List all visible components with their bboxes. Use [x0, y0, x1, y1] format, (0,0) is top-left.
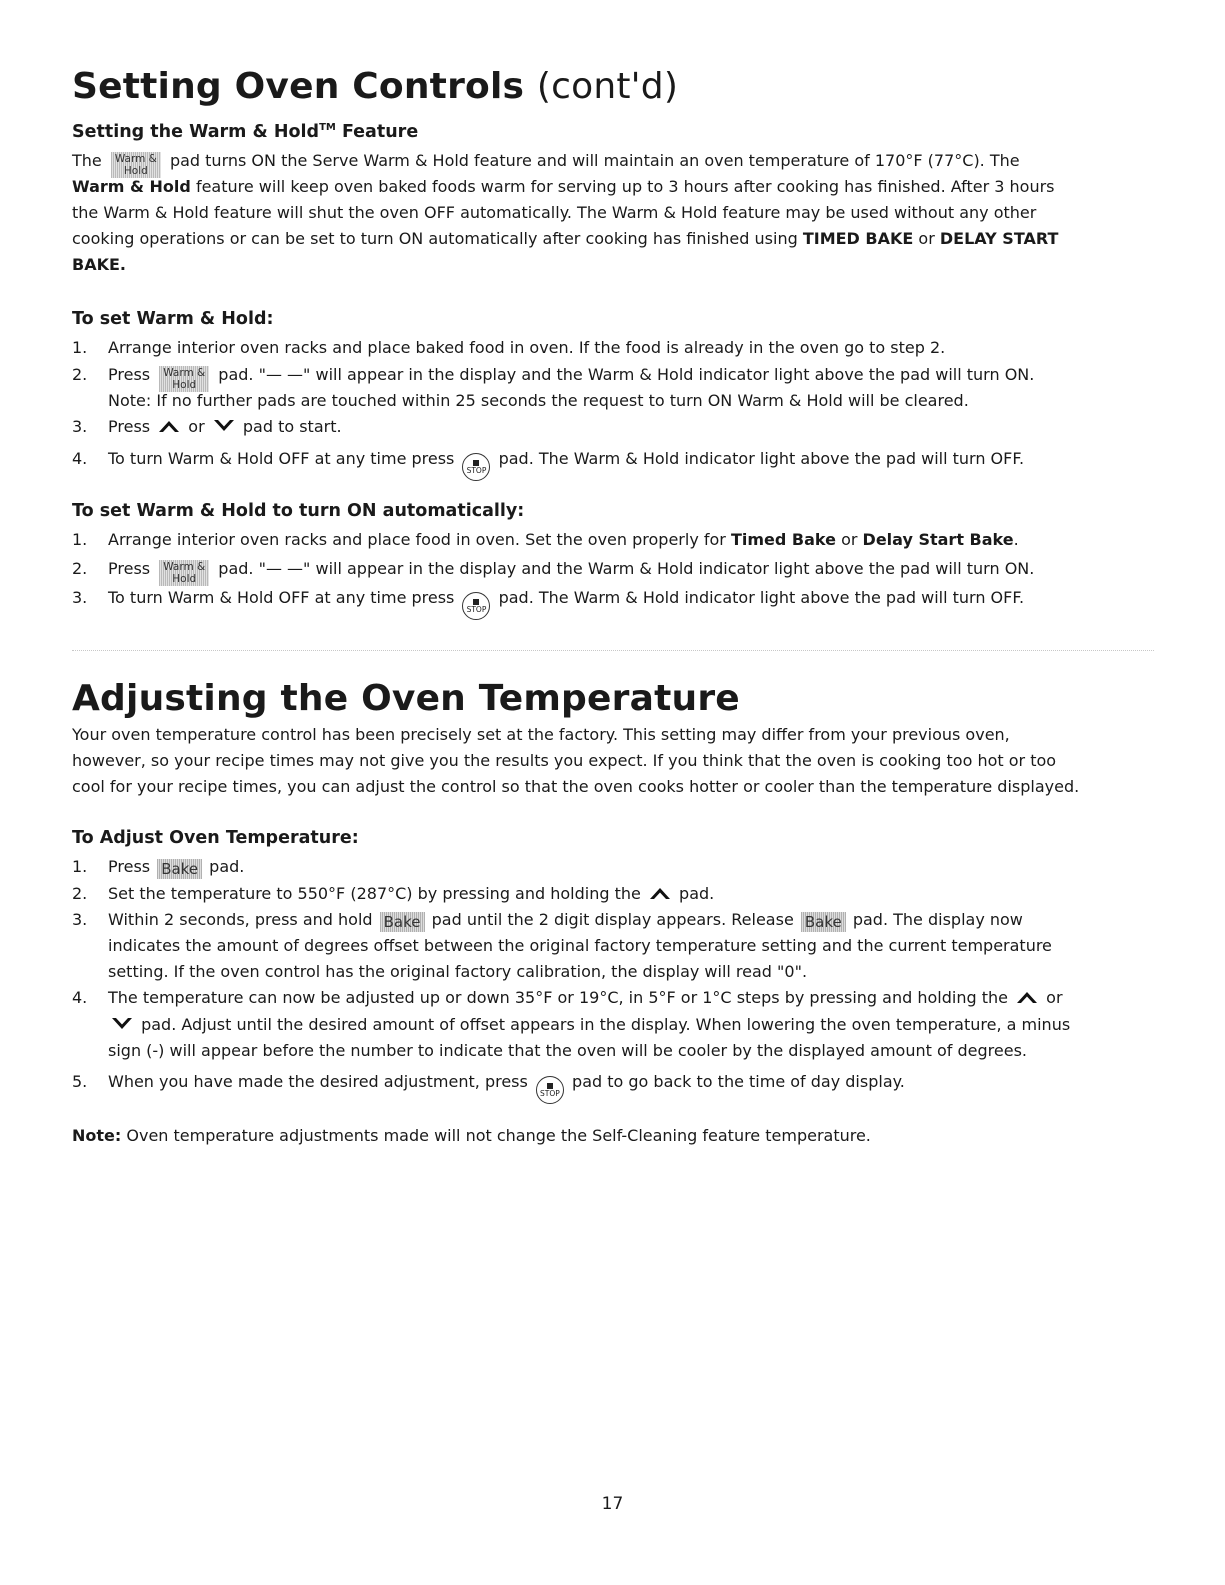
bake-pad-icon: Bake [157, 859, 202, 879]
bake-pad-icon: Bake [380, 912, 425, 932]
step-text: Press Warm & Hold pad. "— —" will appear in the display and the Warm & Hold indicator light above the pad will turn ON. [108, 365, 1035, 391]
step-text: Arrange interior oven racks and place food in oven. Set the oven properly for Timed Bake or Delay Start Bake. [108, 530, 1019, 549]
step-text: Within 2 seconds, press and hold Bake pad until the 2 digit display appears. Release Bake pad. The display now [108, 910, 1023, 931]
step-text: Set the temperature to 550°F (287°C) by pressing and holding the pad. [108, 884, 715, 903]
step-number: 1. [72, 338, 88, 357]
warm-hold-pad-icon: Warm & Hold [159, 366, 209, 392]
paragraph-line: BAKE. [72, 255, 126, 274]
paragraph-line: Your oven temperature control has been precisely set at the factory. This setting may differ from your previous oven, [72, 725, 1010, 744]
section-title-setting-oven-controls: Setting Oven Controls (cont'd) [72, 66, 679, 107]
subheading-warm-hold-automatic: To set Warm & Hold to turn ON automatically: [72, 501, 525, 521]
step-note: Note: If no further pads are touched within 25 seconds the request to turn ON Warm & Hold will be cleared. [108, 391, 969, 410]
step-text: The temperature can now be adjusted up or down 35°F or 19°C, in 5°F or 1°C steps by pressing and holding the or [108, 988, 1063, 1007]
step-number: 2. [72, 559, 88, 578]
stop-pad-icon: STOP [462, 592, 490, 620]
paragraph-line: the Warm & Hold feature will shut the oven OFF automatically. The Warm & Hold feature may be used without any other [72, 203, 1037, 222]
up-arrow-pad-icon [649, 886, 671, 900]
paragraph-line: The Warm & Hold pad turns ON the Serve Warm & Hold feature and will maintain an oven temperature of 170°F (77°C). The [72, 151, 1020, 177]
bake-pad-icon: Bake [801, 912, 846, 932]
warm-hold-pad-icon: Warm & Hold [159, 560, 209, 586]
step-number: 1. [72, 530, 88, 549]
up-arrow-pad-icon [158, 419, 180, 433]
note-line: Note: Oven temperature adjustments made will not change the Self-Cleaning feature temperature. [72, 1126, 871, 1145]
section-divider [72, 650, 1154, 651]
subheading-warm-hold-feature: Setting the Warm & Hold™ Feature [72, 122, 419, 142]
warm-hold-pad-icon: Warm & Hold [111, 152, 161, 178]
paragraph-line: Warm & Hold feature will keep oven baked foods warm for serving up to 3 hours after cooking has finished. After 3 hours [72, 177, 1055, 196]
stop-pad-icon: STOP [462, 453, 490, 481]
step-number: 3. [72, 588, 88, 607]
step-text: setting. If the oven control has the original factory calibration, the display will read "0". [108, 962, 808, 981]
step-number: 2. [72, 884, 88, 903]
step-number: 4. [72, 449, 88, 468]
stop-pad-icon: STOP [536, 1076, 564, 1104]
step-number: 4. [72, 988, 88, 1007]
step-text: pad. Adjust until the desired amount of offset appears in the display. When lowering the oven temperature, a minus [108, 1012, 1070, 1038]
page-number: 17 [601, 1494, 624, 1514]
step-number: 5. [72, 1072, 88, 1091]
step-text: Press Warm & Hold pad. "— —" will appear in the display and the Warm & Hold indicator light above the pad will turn ON. [108, 559, 1035, 585]
step-text: Arrange interior oven racks and place baked food in oven. If the food is already in the oven go to step 2. [108, 338, 946, 357]
paragraph-line: cool for your recipe times, you can adjust the control so that the oven cooks hotter or cooler than the temperature displayed. [72, 777, 1080, 796]
step-text: Press Bake pad. [108, 857, 245, 878]
step-text: When you have made the desired adjustment, press STOP pad to go back to the time of day display. [108, 1069, 905, 1104]
up-arrow-pad-icon [1016, 990, 1038, 1004]
step-number: 1. [72, 857, 88, 876]
step-text: To turn Warm & Hold OFF at any time press STOP pad. The Warm & Hold indicator light above the pad will turn OFF. [108, 446, 1024, 481]
step-text: To turn Warm & Hold OFF at any time press STOP pad. The Warm & Hold indicator light above the pad will turn OFF. [108, 585, 1024, 620]
step-text: Press or pad to start. [108, 417, 342, 436]
paragraph-line: cooking operations or can be set to turn ON automatically after cooking has finished using TIMED BAKE or DELAY START [72, 229, 1059, 248]
down-arrow-pad-icon [111, 1017, 133, 1031]
step-text: indicates the amount of degrees offset between the original factory temperature setting and the current temperature [108, 936, 1052, 955]
step-number: 3. [72, 417, 88, 436]
down-arrow-pad-icon [213, 419, 235, 433]
step-text: sign (-) will appear before the number to indicate that the oven will be cooler by the displayed amount of degrees. [108, 1041, 1027, 1060]
step-number: 2. [72, 365, 88, 384]
subheading-to-set-warm-hold: To set Warm & Hold: [72, 309, 274, 329]
section-title-adjusting-temperature: Adjusting the Oven Temperature [72, 678, 740, 719]
step-number: 3. [72, 910, 88, 929]
paragraph-line: however, so your recipe times may not give you the results you expect. If you think that the oven is cooking too hot or too [72, 751, 1057, 770]
subheading-to-adjust-temperature: To Adjust Oven Temperature: [72, 828, 359, 848]
